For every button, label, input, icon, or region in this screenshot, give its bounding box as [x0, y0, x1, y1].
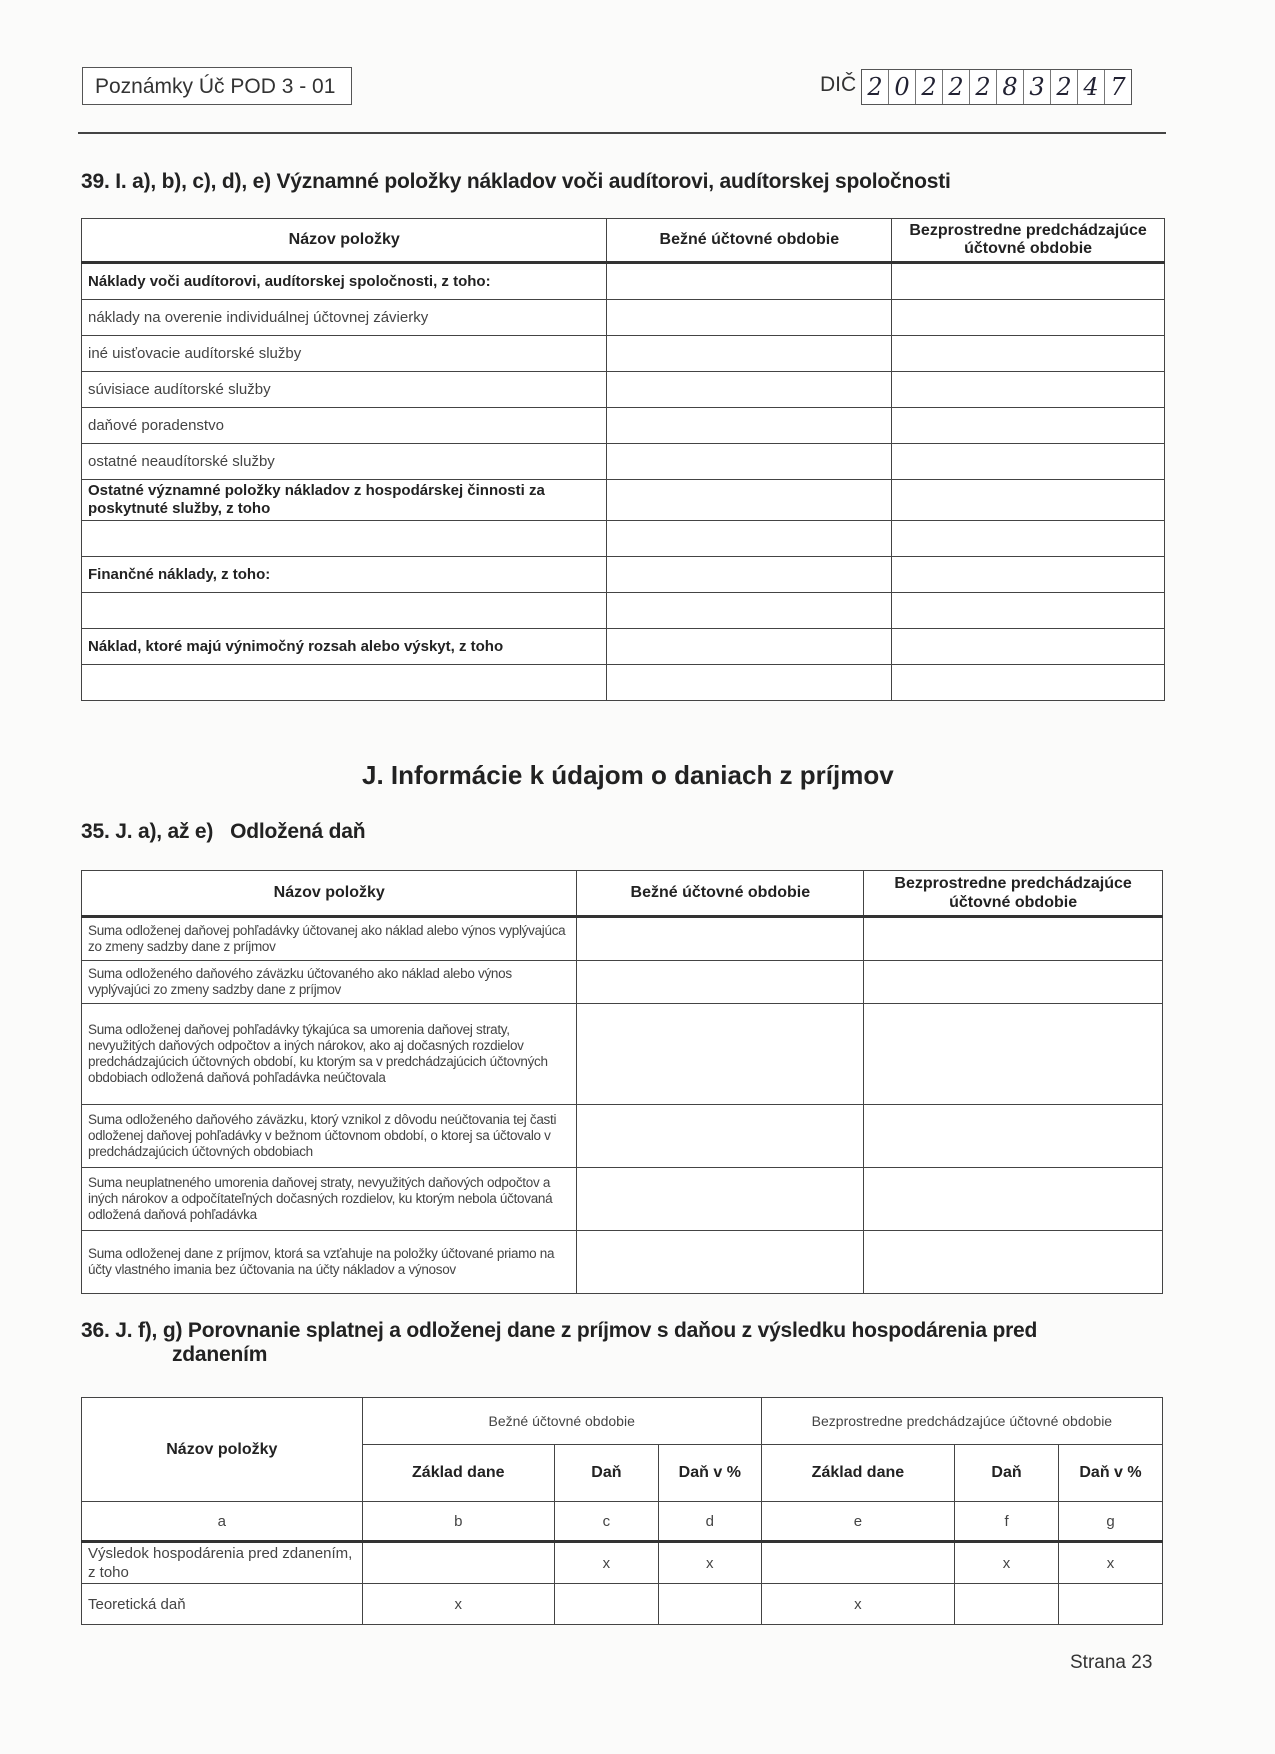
- section-j-title: J. Informácie k údajom o daniach z príjmov: [362, 760, 894, 790]
- section-36-title-cont: zdanením: [172, 1343, 268, 1366]
- value-cell[interactable]: [892, 557, 1165, 593]
- value-cell[interactable]: [892, 521, 1165, 557]
- value-cell[interactable]: [577, 1004, 864, 1105]
- table-row: náklady na overenie individuálnej účtovnej závierky: [82, 300, 1165, 336]
- value-cell[interactable]: [1059, 1584, 1163, 1625]
- subcol-tax-base-prev: Základ dane: [761, 1445, 954, 1502]
- value-cell[interactable]: [607, 263, 892, 300]
- table-row: Suma odloženého daňového záväzku, ktorý vznikol z dôvodu neúčtovania tej časti odloženej daňovej pohľadávky v bežnom účtovnom období, o ktorej sa účtovalo v predchádzajúcich účtovných obdobiach: [82, 1105, 1163, 1168]
- value-cell[interactable]: [554, 1584, 658, 1625]
- form-code-box: Poznámky Úč POD 3 - 01: [82, 67, 352, 105]
- value-cell: x: [554, 1542, 658, 1584]
- value-cell[interactable]: [577, 1231, 864, 1294]
- dic-digit[interactable]: 2: [970, 70, 997, 104]
- subcol-tax-percent: Daň v %: [658, 1445, 761, 1502]
- value-cell[interactable]: [955, 1584, 1059, 1625]
- value-cell[interactable]: [577, 961, 864, 1004]
- value-cell[interactable]: [892, 263, 1165, 300]
- value-cell[interactable]: [892, 629, 1165, 665]
- dic-label: DIČ: [820, 73, 857, 96]
- table-row: Teoretická daň x x: [82, 1584, 1163, 1625]
- dic-field[interactable]: [861, 69, 1132, 105]
- group-header-previous: Bezprostredne predchádzajúce účtovné obdobie: [761, 1398, 1162, 1445]
- table-row: Náklad, ktoré majú výnimočný rozsah alebo výskyt, z toho: [82, 629, 1165, 665]
- col-header-current: Bežné účtovné obdobie: [607, 219, 892, 263]
- value-cell[interactable]: [362, 1542, 554, 1584]
- value-cell[interactable]: [607, 336, 892, 372]
- subcol-tax-percent-prev: Daň v %: [1059, 1445, 1163, 1502]
- table-row: iné uisťovacie audítorské služby: [82, 336, 1165, 372]
- value-cell[interactable]: [607, 557, 892, 593]
- table-row: Finančné náklady, z toho:: [82, 557, 1165, 593]
- table-row: Suma odloženej daňovej pohľadávky týkajúca sa umorenia daňovej straty, nevyužitých daňových odpočtov a iných nárokov, ako aj dočasných rozdielov predchádzajúcich účtovných období, ku ktorým sa v predchádzajúcich účtovných obdobiach odložená daňová pohľadávka neúčtovala: [82, 1004, 1163, 1105]
- col-header-current: Bežné účtovné obdobie: [577, 871, 864, 917]
- dic-digit[interactable]: 2: [862, 70, 889, 104]
- auditor-costs-table: [81, 218, 1165, 701]
- dic-digit[interactable]: 2: [1051, 70, 1078, 104]
- col-header-name: Názov položky: [82, 219, 607, 263]
- table-row: daňové poradenstvo: [82, 408, 1165, 444]
- dic-digit[interactable]: 8: [997, 70, 1024, 104]
- table-row: Suma neuplatneného umorenia daňovej straty, nevyužitých daňových odpočtov a iných nárokov a odpočítateľných dočasných rozdielov, ku ktorým nebola účtovaná odložená daňová pohľadávka: [82, 1168, 1163, 1231]
- table-row: Ostatné významné položky nákladov z hospodárskej činnosti za poskytnuté služby, z toho: [82, 480, 1165, 521]
- table-row: [82, 665, 1165, 701]
- table-row: ostatné neaudítorské služby: [82, 444, 1165, 480]
- value-cell[interactable]: [892, 336, 1165, 372]
- value-cell: x: [658, 1542, 761, 1584]
- tax-comparison-table: [81, 1397, 1163, 1625]
- value-cell[interactable]: [892, 593, 1165, 629]
- value-cell[interactable]: [577, 917, 864, 961]
- section-36-title: 36. J. f), g) Porovnanie splatnej a odloženej dane z príjmov s daňou z výsledku hospodárenia pred: [81, 1319, 1038, 1342]
- value-cell[interactable]: [607, 480, 892, 521]
- subcol-tax-prev: Daň: [955, 1445, 1059, 1502]
- value-cell[interactable]: [607, 300, 892, 336]
- value-cell[interactable]: [761, 1542, 954, 1584]
- section-39-title: 39. I. a), b), c), d), e) Významné položky nákladov voči audítorovi, audítorskej spoločnosti: [81, 170, 951, 193]
- value-cell[interactable]: [607, 593, 892, 629]
- dic-digit[interactable]: 0: [889, 70, 916, 104]
- table-row: Výsledok hospodárenia pred zdanením, z toho x x x x: [82, 1542, 1163, 1584]
- group-header-current: Bežné účtovné obdobie: [362, 1398, 761, 1445]
- table-row: Suma odloženej daňovej pohľadávky účtovanej ako náklad alebo výnos vyplývajúca zo zmeny sadzby dane z príjmov: [82, 917, 1163, 961]
- subcol-tax-base: Základ dane: [362, 1445, 554, 1502]
- value-cell: x: [1059, 1542, 1163, 1584]
- table-row: Náklady voči audítorovi, audítorskej spoločnosti, z toho:: [82, 263, 1165, 300]
- col-header-previous: Bezprostredne predchádzajúce účtovné obdobie: [892, 219, 1165, 263]
- dic-digit[interactable]: 4: [1078, 70, 1105, 104]
- col-header-name: Názov položky: [82, 871, 577, 917]
- page-number: Strana 23: [1070, 1652, 1153, 1673]
- value-cell: x: [761, 1584, 954, 1625]
- value-cell[interactable]: [864, 1105, 1163, 1168]
- value-cell[interactable]: [864, 1168, 1163, 1231]
- value-cell[interactable]: [892, 408, 1165, 444]
- dic-digit[interactable]: 3: [1024, 70, 1051, 104]
- table-row: Suma odloženej dane z príjmov, ktorá sa vzťahuje na položky účtované priamo na účty vlastného imania bez účtovania na účty nákladov a výnosov: [82, 1231, 1163, 1294]
- value-cell[interactable]: [892, 665, 1165, 701]
- deferred-tax-table: [81, 870, 1163, 1294]
- dic-digit[interactable]: 2: [916, 70, 943, 104]
- value-cell: x: [362, 1584, 554, 1625]
- value-cell[interactable]: [577, 1105, 864, 1168]
- value-cell[interactable]: [607, 665, 892, 701]
- table-row: [82, 593, 1165, 629]
- value-cell[interactable]: [864, 961, 1163, 1004]
- dic-digit[interactable]: 2: [943, 70, 970, 104]
- value-cell[interactable]: [577, 1168, 864, 1231]
- value-cell[interactable]: [892, 372, 1165, 408]
- col-header-name: Názov položky: [82, 1398, 363, 1502]
- value-cell[interactable]: [892, 444, 1165, 480]
- column-letters-row: a b c d e f g: [82, 1502, 1163, 1542]
- value-cell[interactable]: [607, 372, 892, 408]
- table-row: [82, 521, 1165, 557]
- value-cell[interactable]: [607, 521, 892, 557]
- value-cell[interactable]: [892, 480, 1165, 521]
- value-cell[interactable]: [658, 1584, 761, 1625]
- value-cell[interactable]: [892, 300, 1165, 336]
- table-row: súvisiace audítorské služby: [82, 372, 1165, 408]
- value-cell: x: [955, 1542, 1059, 1584]
- value-cell[interactable]: [607, 444, 892, 480]
- value-cell[interactable]: [864, 1231, 1163, 1294]
- header-divider: [78, 132, 1166, 134]
- value-cell[interactable]: [864, 1004, 1163, 1105]
- dic-digit[interactable]: 7: [1110, 73, 1126, 101]
- value-cell[interactable]: [607, 629, 892, 665]
- section-35-title: 35. J. a), až e) Odložená daň: [81, 820, 366, 843]
- subcol-tax: Daň: [554, 1445, 658, 1502]
- table-row: Suma odloženého daňového záväzku účtovaného ako náklad alebo výnos vyplývajúci zo zmeny sadzby dane z príjmov: [82, 961, 1163, 1004]
- value-cell[interactable]: [864, 917, 1163, 961]
- value-cell[interactable]: [607, 408, 892, 444]
- col-header-previous: Bezprostredne predchádzajúce účtovné obdobie: [864, 871, 1163, 917]
